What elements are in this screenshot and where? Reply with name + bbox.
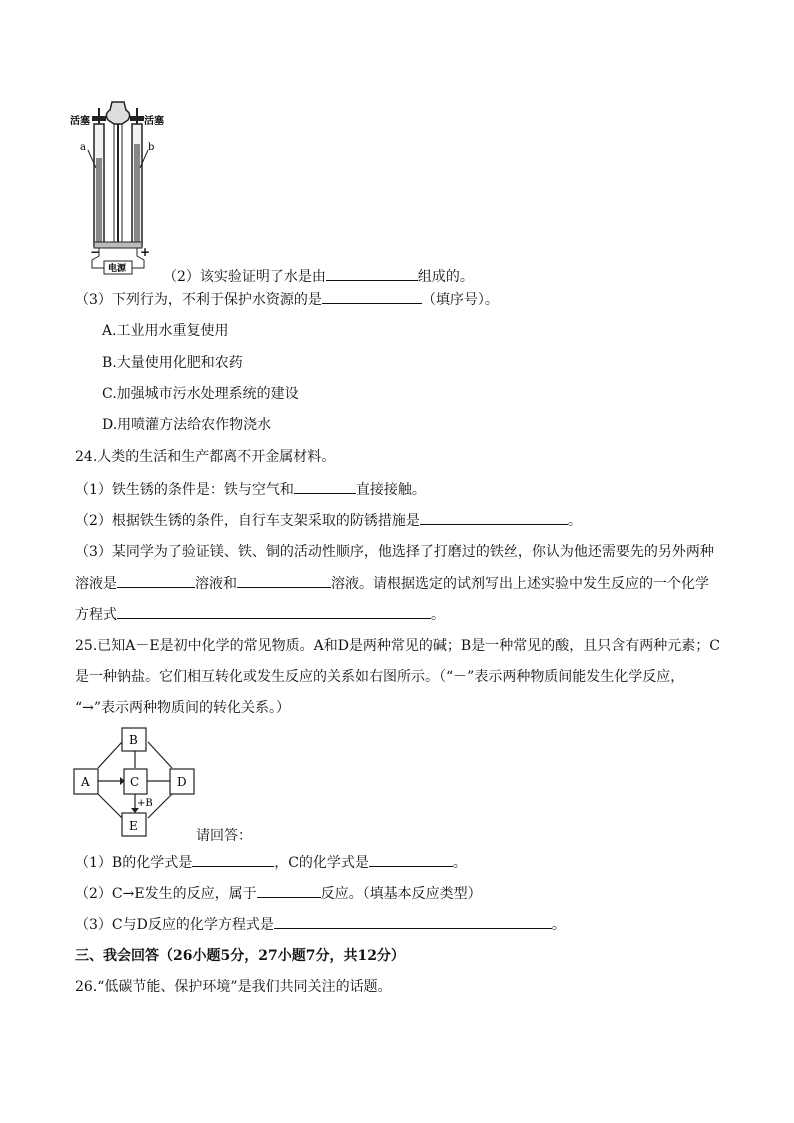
q25-intro-line2: 是一种钠盐。它们相互转化或发生反应的关系如右图所示。（“－”表示两种物质间能发生化学反应， bbox=[75, 669, 685, 685]
negative-terminal-label: − bbox=[90, 245, 101, 259]
q25-part2: （2）C→E发生的反应，属于 反应。（填基本反应类型） bbox=[75, 883, 482, 904]
q25-prompt: 请回答： bbox=[196, 828, 252, 844]
q25-intro-line1: 25.已知A－E是初中化学的常见物质。A和D是两种常见的碱；B是一种常见的酸，且只含有两种元素；C bbox=[75, 638, 720, 654]
q24-blank-2[interactable] bbox=[420, 510, 568, 525]
q25-blank-3[interactable] bbox=[257, 883, 321, 898]
q25-blank-1[interactable] bbox=[192, 852, 274, 867]
q25-intro-line3: “→”表示两种物质间的转化关系。） bbox=[75, 700, 291, 716]
q26-text: 26.“低碳节能、保护环境”是我们共同关注的话题。 bbox=[75, 979, 392, 995]
right-stopcock-label: 活塞 bbox=[144, 116, 164, 127]
q23-option-a: A.工业用水重复使用 bbox=[102, 323, 229, 339]
q24-part3-line1: （3）某同学为了验证镁、铁、铜的活动性顺序，他选择了打磨过的铁丝，你认为他还需要先的另外两种 bbox=[75, 544, 714, 560]
node-a-label: A bbox=[81, 775, 90, 789]
q23-option-b: B.大量使用化肥和农药 bbox=[102, 355, 243, 371]
q23-part3: （3）下列行为，不利于保护水资源的是 （填序号）。 bbox=[75, 289, 499, 310]
electrolysis-apparatus-figure bbox=[68, 98, 168, 276]
q25-blank-2[interactable] bbox=[369, 852, 453, 867]
q24-blank-5[interactable] bbox=[117, 604, 431, 619]
node-e-label: E bbox=[129, 819, 138, 833]
q24-blank-1[interactable] bbox=[294, 479, 356, 494]
q24-part2: （2）根据铁生锈的条件，自行车支架采取的防锈措施是 。 bbox=[75, 510, 582, 531]
q24-blank-3[interactable] bbox=[117, 573, 195, 588]
left-stopcock-label: 活塞 bbox=[70, 116, 90, 127]
q23-option-d: D.用喷灌方法给农作物浇水 bbox=[102, 417, 272, 433]
electrode-b-label: b bbox=[148, 142, 155, 153]
arrow-label-plus-b: +B bbox=[137, 798, 153, 809]
q24-title: 24.人类的生活和生产都离不开金属材料。 bbox=[75, 449, 336, 465]
q25-part1: （1）B的化学式是 ，C的化学式是 。 bbox=[75, 852, 467, 873]
q24-part3-line3: 方程式 。 bbox=[75, 604, 445, 625]
q24-blank-4[interactable] bbox=[237, 573, 331, 588]
node-c-label: C bbox=[130, 775, 140, 789]
q23-option-c: C.加强城市污水处理系统的建设 bbox=[102, 386, 299, 402]
q25-part3: （3）C与D反应的化学方程式是 。 bbox=[75, 914, 566, 935]
q25-blank-4[interactable] bbox=[274, 914, 552, 929]
section-3-heading: 三、我会回答（26小题5分，27小题7分，共12分） bbox=[75, 948, 405, 964]
relationship-diagram bbox=[70, 726, 200, 838]
q24-part1: （1）铁生锈的条件是：铁与空气和 直接接触。 bbox=[75, 479, 426, 500]
q23-part2: （2）该实验证明了水是由 组成的。 bbox=[163, 266, 474, 287]
power-supply-label: 电源 bbox=[108, 264, 127, 274]
node-d-label: D bbox=[177, 775, 187, 789]
q23-blank-2[interactable] bbox=[322, 289, 422, 304]
q23-blank-1[interactable] bbox=[326, 266, 418, 281]
positive-terminal-label: + bbox=[140, 245, 151, 259]
q24-part3-line2: 溶液是 溶液和 溶液。请根据选定的试剂写出上述实验中发生反应的一个化学 bbox=[75, 573, 709, 594]
node-b-label: B bbox=[129, 733, 138, 747]
electrode-a-label: a bbox=[80, 142, 86, 153]
